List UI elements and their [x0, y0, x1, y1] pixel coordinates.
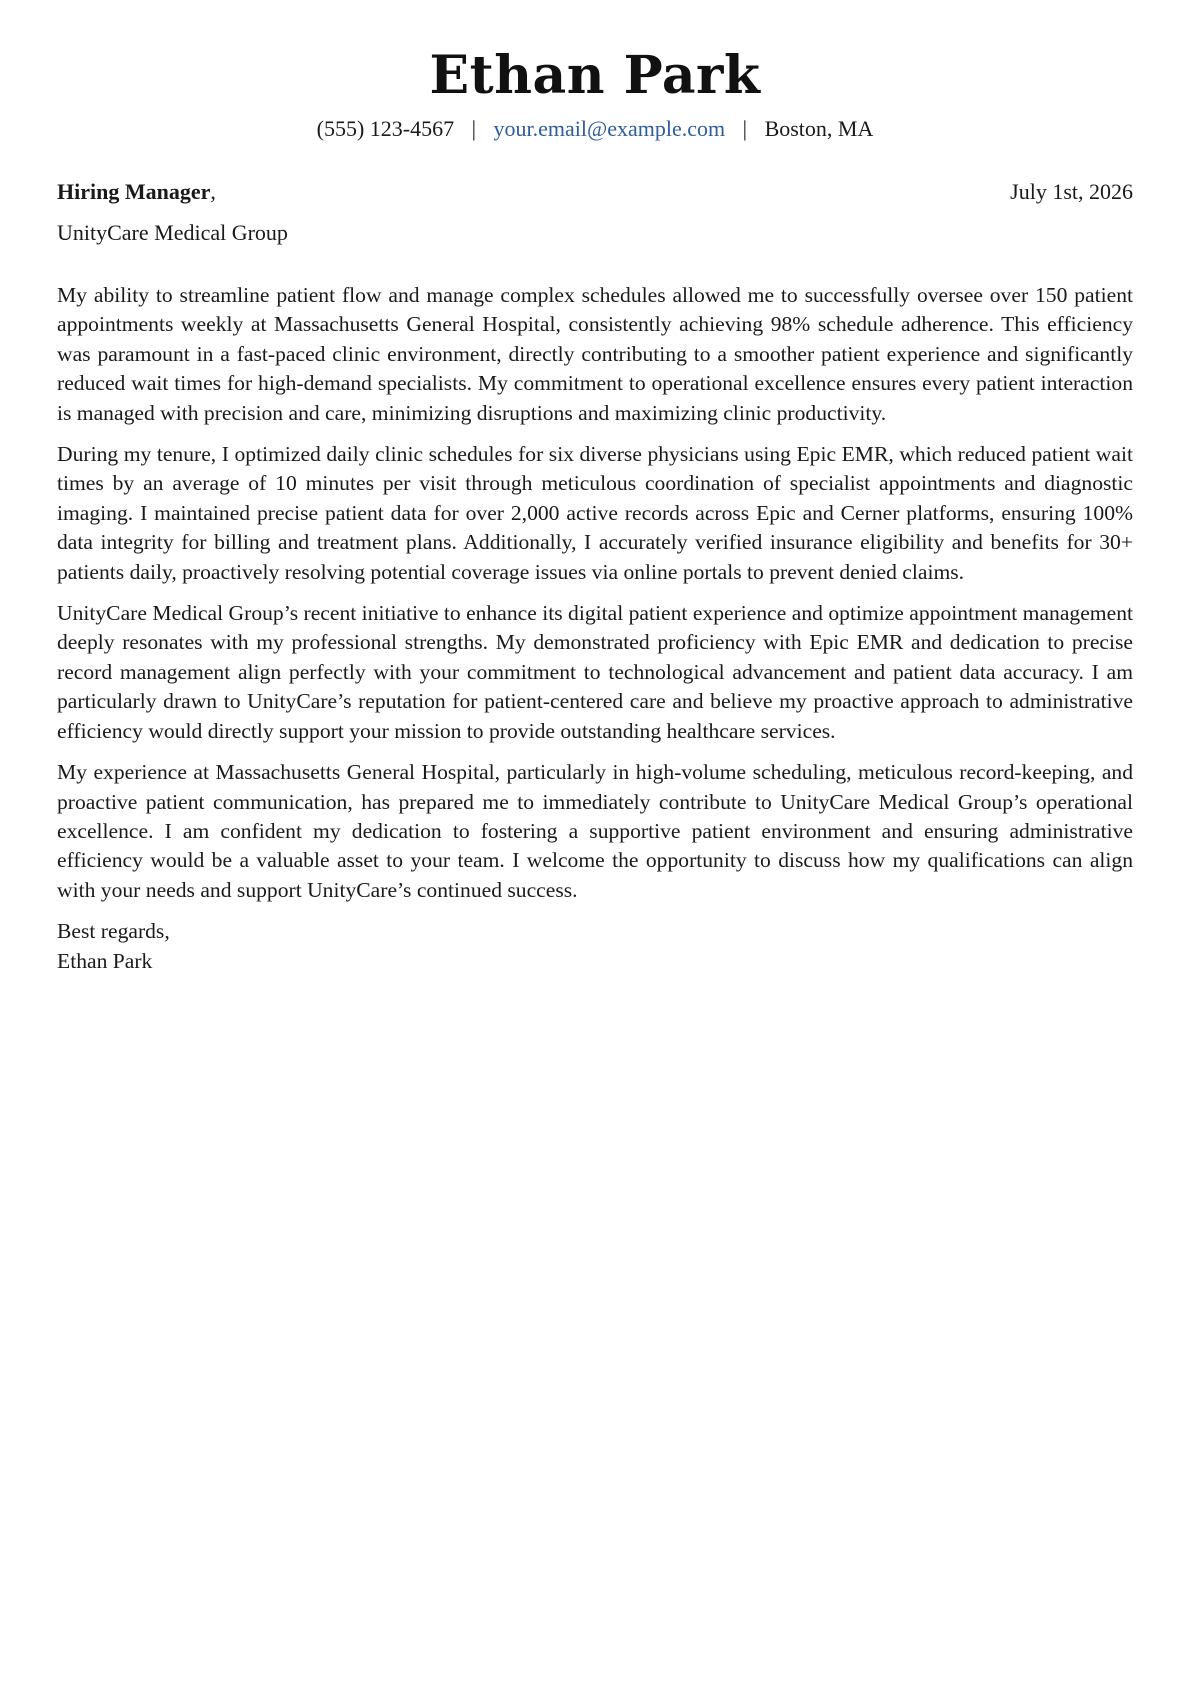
- contact-separator: |: [471, 116, 477, 141]
- body-paragraph: UnityCare Medical Group’s recent initiative to enhance its digital patient experience and optimize appointment management deeply resonates with my professional strengths. My demonstrated proficiency with Epic EMR and dedication to precise record management align perfectly with your commitment to technological advancement and patient data accuracy. I am particularly drawn to UnityCare’s reputation for patient-centered care and believe my proactive approach to administrative efficiency would directly support your mission to provide outstanding healthcare services.: [57, 601, 1133, 743]
- closing-block: [57, 917, 1133, 976]
- letter-body: [57, 281, 1133, 976]
- recipient-company: UnityCare Medical Group: [57, 220, 288, 245]
- contact-line: [57, 114, 1133, 144]
- recipient-name: Hiring Manager: [57, 179, 211, 204]
- location: Boston, MA: [764, 116, 874, 141]
- applicant-name: Ethan Park: [429, 45, 761, 106]
- contact-separator: |: [742, 116, 748, 141]
- recipient-comma: ,: [210, 179, 216, 204]
- body-paragraph: My experience at Massachusetts General Hospital, particularly in high-volume scheduling, meticulous record-keeping, and proactive patient communication, has prepared me to immediately contribute to UnityCare Medical Group’s operational excellence. I am confident my dedication to fostering a supportive patient environment and ensuring administrative efficiency would be a valuable asset to your team. I welcome the opportunity to discuss how my qualifications can align with your needs and support UnityCare’s continued success.: [57, 760, 1133, 902]
- recipient-line: [57, 177, 1133, 207]
- email-link[interactable]: your.email@example.com: [493, 116, 726, 141]
- body-paragraph: During my tenure, I optimized daily clinic schedules for six diverse physicians using Epic EMR, which reduced patient wait times by an average of 10 minutes per visit through meticulous coordination of specialist appointments and diagnostic imaging. I maintained precise patient data for over 2,000 active records across Epic and Cerner platforms, ensuring 100% data integrity for billing and treatment plans. Additionally, I accurately verified insurance eligibility and benefits for 30+ patients daily, proactively resolving potential coverage issues via online portals to prevent denied claims.: [57, 442, 1133, 584]
- closing-salutation: Best regards,: [57, 919, 170, 944]
- letter-date: July 1st, 2026: [1010, 179, 1133, 204]
- phone-number: (555) 123-4567: [316, 116, 455, 141]
- signature-name: Ethan Park: [57, 948, 153, 973]
- body-paragraph: My ability to streamline patient flow and manage complex schedules allowed me to successfully oversee over 150 patient appointments weekly at Massachusetts General Hospital, consistently achieving 98% schedule adherence. This efficiency was paramount in a fast-paced clinic environment, directly contributing to a smoother patient experience and significantly reduced wait times for high-demand specialists. My commitment to operational excellence ensures every patient interaction is managed with precision and care, minimizing disruptions and maximizing clinic productivity.: [57, 283, 1133, 425]
